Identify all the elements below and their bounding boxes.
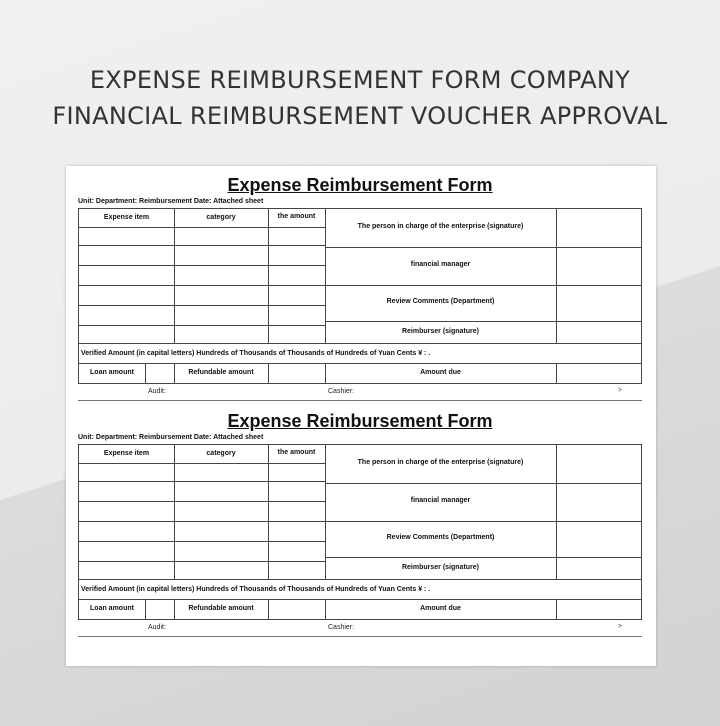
corner-mark: > [617, 387, 622, 394]
verified-amount-row: Verified Amount (in capital letters) Hundreds of Thousands of Thousands of Hundreds of Yuan Cents ¥ : . [78, 344, 642, 364]
refundable-amount-label: Refundable amount [188, 369, 254, 376]
loan-amount-label: Loan amount [90, 605, 134, 612]
amounts-row [78, 364, 642, 384]
refundable-amount-label: Refundable amount [188, 605, 254, 612]
financial-manager-label: financial manager [410, 497, 471, 504]
enterprise-signature-label: The person in charge of the enterprise (signature) [357, 459, 524, 466]
header-amount: the amount [277, 449, 316, 456]
reimburser-signature-label: Reimburser (signature) [401, 328, 480, 335]
form-title: Expense Reimbursement Form [227, 411, 493, 431]
audit-label: Audit: [148, 624, 166, 631]
review-comments-label: Review Comments (Department) [386, 298, 495, 305]
verified-amount-row: Verified Amount (in capital letters) Hundreds of Thousands of Thousands of Hundreds of Yuan Cents ¥ : . [78, 580, 642, 600]
reimburser-signature-label: Reimburser (signature) [401, 564, 480, 571]
loan-amount-label: Loan amount [90, 369, 134, 376]
signature-row [78, 620, 642, 640]
header-expense-item: Expense item [103, 214, 150, 221]
financial-manager-label: financial manager [410, 261, 471, 268]
expense-table [78, 444, 642, 580]
headline [0, 62, 720, 134]
form-meta-line: Unit: Department: Reimbursement Date: Attached sheet [78, 198, 264, 205]
header-amount: the amount [277, 213, 316, 220]
enterprise-signature-label: The person in charge of the enterprise (signature) [357, 223, 524, 230]
form-sheet [66, 166, 656, 666]
headline-line-1: EXPENSE REIMBURSEMENT FORM COMPANY [89, 66, 631, 94]
header-category: category [206, 450, 236, 457]
cashier-label: Cashier: [328, 624, 355, 631]
expense-table [78, 208, 642, 344]
headline-line-2: FINANCIAL REIMBURSEMENT VOUCHER APPROVAL [52, 102, 668, 130]
review-comments-label: Review Comments (Department) [386, 534, 495, 541]
amount-due-label: Amount due [420, 369, 461, 376]
header-category: category [206, 214, 236, 221]
amounts-row [78, 600, 642, 620]
audit-label: Audit: [148, 388, 166, 395]
header-expense-item: Expense item [103, 450, 150, 457]
reimbursement-form-2 [78, 410, 642, 640]
reimbursement-form-1 [78, 174, 642, 404]
corner-mark: > [617, 623, 622, 630]
form-meta-line: Unit: Department: Reimbursement Date: Attached sheet [78, 434, 264, 441]
cashier-label: Cashier: [328, 388, 355, 395]
signature-row [78, 384, 642, 404]
form-title: Expense Reimbursement Form [227, 175, 493, 195]
amount-due-label: Amount due [420, 605, 461, 612]
